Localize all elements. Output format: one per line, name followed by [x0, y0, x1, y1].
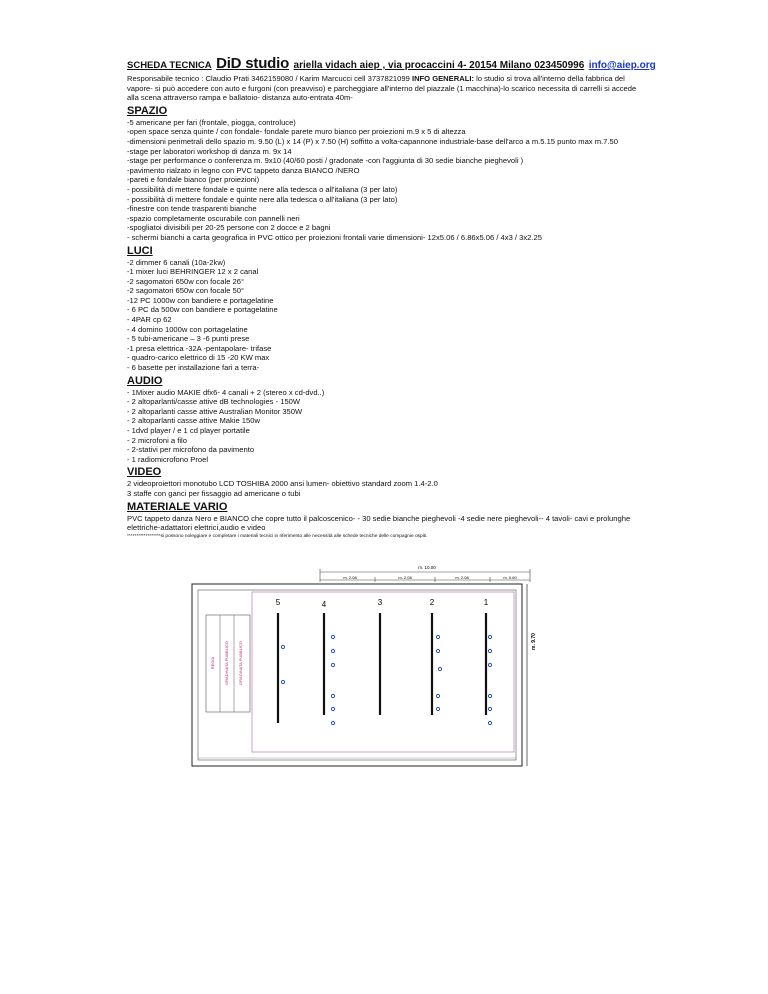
list-item: - schermi bianchi a carta geografica in PVC ottico per proiezioni frontali varie dimensioni- 12x5.06 / 6.86x5.06 / 4x3 / 3x2.25	[127, 232, 542, 242]
height-label: m. 9.70	[531, 633, 537, 650]
lamp-marker	[331, 721, 334, 724]
bar-number: 4	[321, 600, 327, 609]
seating-label: GRADINATA PUBBLICO	[224, 641, 229, 685]
list-item: 2 videoproiettori monotubo LCD TOSHIBA 2000 ansi lumen- obiettivo standard zoom 1.4-2.0	[127, 479, 438, 489]
list-item: -5 americane per fari (frontale, piogga, controluce)	[127, 117, 296, 127]
contacts-text: Responsabile tecnico : Claudio Prati 3462159080 / Karim Marcucci cell 3737821099	[127, 74, 410, 83]
list-item: 3 staffe con ganci per fissaggio ad americane o tubi	[127, 488, 301, 498]
list-item: -pareti e fondale bianco (per proiezioni)	[127, 175, 260, 185]
lamp-marker	[331, 663, 334, 666]
list-item: - possibilità di mettere fondale e quinte nere alla tedesca o all'italiana (3 per lato)	[127, 194, 398, 204]
footnote: ******************si possono noleggiare e completare i materiali tecnici in riferimento alle necessità alle schede tecniche delle compagnie ospiti.	[127, 533, 428, 539]
section-title-luci: LUCI	[127, 244, 153, 257]
list-item: - 1dvd player / e 1 cd player portatile	[127, 426, 250, 435]
span-label: m. 2.08	[343, 575, 357, 580]
bar-number: 2	[429, 598, 435, 607]
lamp-marker	[281, 645, 284, 648]
section-title-spazio: SPAZIO	[127, 104, 168, 117]
list-item: -2 sagomatori 650w con focale 26°	[127, 276, 245, 286]
lamp-marker	[281, 680, 284, 683]
list-item: -dimensioni perimetrali dello spazio m. 9.50 (L) x 14 (P) x 7.50 (H) soffitto a volta-capannone industriale-base dell'arco a m.5.15 punto max m.7.50	[127, 136, 618, 146]
audio-list	[127, 388, 647, 465]
span-label: m. 2.08	[455, 575, 469, 580]
spazio-list	[127, 118, 647, 243]
list-item: - possibilità di mettere fondale e quinte nere alla tedesca o all'italiana (3 per lato)	[127, 184, 398, 194]
materiale-text: PVC tappeto danza Nero e BIANCO che copre tutto il palcoscenico- - 30 sedie bianche pieghevoli -4 sedie nere pieghevoli-- 4 tavoli- cavi e prolunghe elettriche-adattatori elettrici,audio e video	[127, 513, 631, 533]
list-item: - 6 basette per installazione fari a terra-	[127, 363, 260, 373]
bar-number: 5	[275, 598, 281, 607]
lamp-marker	[331, 707, 334, 710]
list-item: -open space senza quinte / con fondale- fondale parete muro bianco per proiezioni m.9 x 5 di altezza	[127, 127, 466, 137]
section-title-audio: AUDIO	[127, 374, 163, 387]
lamp-marker	[436, 694, 439, 697]
list-item: -2 dimmer 6 canali (10a-2kw)	[127, 257, 226, 267]
list-item: - 2 altoparlanti/casse attive dB technologies - 150W	[127, 397, 301, 407]
list-item: -spogliatoi divisibili per 20-25 persone con 2 docce e 2 bagni	[127, 223, 331, 233]
list-item: - 1 radiomicrofono Proel	[127, 454, 209, 464]
lamp-marker	[438, 667, 441, 670]
stage-area	[252, 592, 514, 752]
studio-name: DiD studio	[216, 55, 290, 72]
bar-number: 1	[483, 598, 489, 607]
lamp-marker	[488, 707, 491, 710]
intro-paragraph	[127, 74, 647, 103]
lamp-marker	[436, 635, 439, 638]
header	[127, 55, 656, 74]
list-item: - 4 domino 1000w con portagelatine	[127, 324, 248, 334]
list-item: -1 mixer luci BEHRINGER 12 x 2 canal	[127, 267, 259, 277]
inner-wall	[198, 590, 516, 760]
info-text: lo studio si trova all'interno della fabbrica del vapore- si può accedere con auto e furgoni (con preavviso) e parcheggiare all'interno del piazzale (1 macchina)-lo scarico necessita di carrelli si accede alla scena attraverso rampa e ballatoio- distanza auto-entrata 40m-	[127, 74, 637, 103]
lamp-marker	[436, 649, 439, 652]
list-item: -spazio completamente oscurabile con pannelli neri	[127, 213, 300, 223]
list-item: -stage per laboratori workshop di danza m. 9x 14	[127, 146, 292, 156]
span-label: m. 0.60	[503, 575, 517, 580]
lamp-marker	[488, 649, 491, 652]
lamp-marker	[488, 694, 491, 697]
bar-number: 3	[377, 598, 383, 607]
list-item: - quadro-carico elettrico di 15 -20 KW max	[127, 353, 270, 363]
list-item: -finestre con tende trasparenti bianche	[127, 204, 257, 214]
list-item: -12 PC 1000w con bandiere e portagelatine	[127, 295, 274, 305]
list-item: - 5 tubi-americane – 3 -6 punti prese	[127, 334, 250, 344]
list-item: -pavimento rialzato in legno con PVC tappeto danza BIANCO /NERO	[127, 165, 360, 175]
list-item: - 6 PC da 500w con bandiere e portagelatine	[127, 305, 278, 315]
list-item: - 1Mixer audio MAKIE dfx6- 4 canali + 2 (stereo x cd-dvd..)	[127, 387, 325, 397]
video-list	[127, 479, 647, 498]
seating-label: GRADINATA PUBBLICO	[238, 641, 243, 685]
span-label: m. 2.08	[398, 575, 412, 580]
total-width-label: m. 10.00	[418, 565, 436, 570]
section-title-video: VIDEO	[127, 466, 162, 479]
tech-sheet	[127, 55, 656, 540]
header-label: SCHEDA TECNICA	[127, 60, 212, 71]
info-label: INFO GENERALI:	[411, 74, 474, 83]
lamp-marker	[488, 635, 491, 638]
list-item: - 2 altoparlanti casse attive Australian Monitor 350W	[127, 406, 303, 416]
list-item: - 2-stativi per microfono da pavimento	[127, 445, 255, 455]
section-title-materiale: MATERIALE VARIO	[127, 500, 228, 513]
stage-floor-plan	[190, 555, 550, 771]
lamp-group	[281, 635, 491, 724]
list-item: - 2 altoparlanti casse attive Makie 150w	[127, 416, 260, 426]
email-link[interactable]: info@aiep.org	[588, 60, 656, 71]
lamp-marker	[331, 635, 334, 638]
lamp-marker	[488, 721, 491, 724]
list-item: -1 presa elettrica -32A -pentapolare- trifase	[127, 343, 272, 353]
list-item: -stage per performance o conferenza m. 9x10 (40/60 posti / gradonate -con l'aggiunta di 30 sedie bianche pieghevoli )	[127, 156, 524, 166]
studio-address: ariella vidach aiep , via procaccini 4- 20154 Milano 023450996	[293, 60, 585, 71]
lamp-marker	[331, 694, 334, 697]
list-item: - 4PAR cp 62	[127, 315, 172, 325]
list-item: -2 sagomatori 650w con focale 50°	[127, 286, 245, 296]
lamp-marker	[488, 663, 491, 666]
luci-list	[127, 258, 647, 373]
list-item: - 2 microfoni a filo	[127, 435, 187, 445]
regia-label: REGIA	[210, 656, 215, 670]
lamp-marker	[436, 707, 439, 710]
lamp-marker	[331, 649, 334, 652]
